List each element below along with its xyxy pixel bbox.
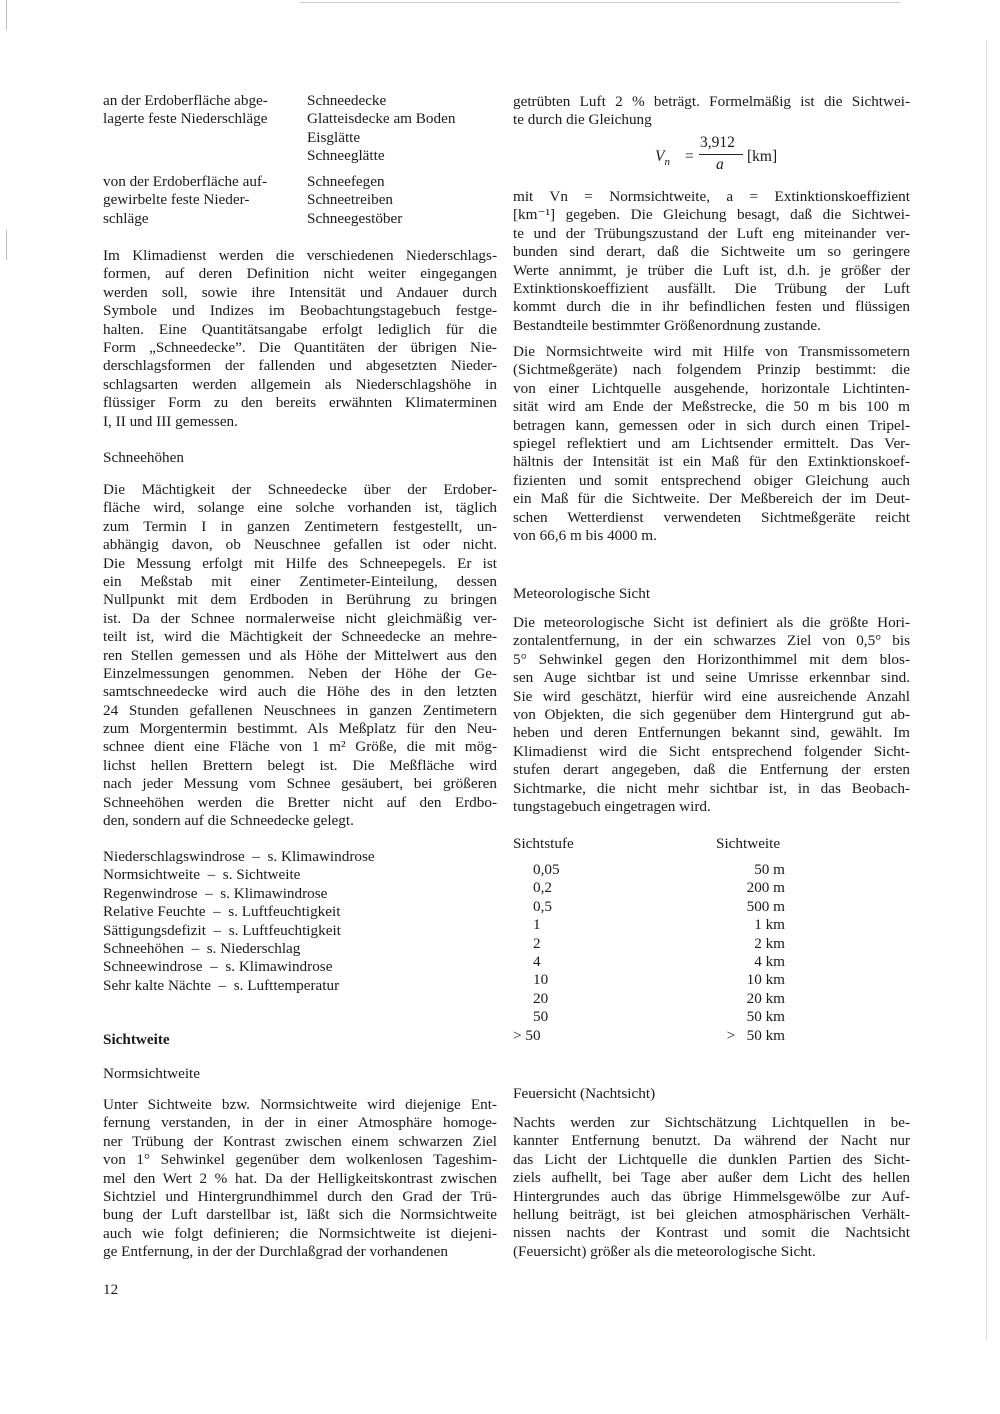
section-heading-sichtweite: Sichtweite [103,1031,170,1048]
heading-schneehoehen: Schneehöhen [103,449,184,466]
text-line: nach jeder Messung vom Schnee gesäubert, bei größeren [103,775,497,793]
text-line: Schneegestöber [307,209,403,227]
text-line: Form „Schneedecke”. Die Quantitäten der übrigen Nie- [103,338,497,356]
text-line: Einzelmessungen genommen. Neben der Höhe der Ge- [103,664,497,682]
scan-edge-mark [986,40,987,1340]
text-line: von einer Lichtquelle ausgehende, horizontale Lichtinten- [513,379,910,397]
text-line: Extinktionskoeffizient ausfällt. Die Trübung der Luft [513,279,910,297]
scan-edge-mark [6,0,7,30]
text-line: Nullpunkt mit dem Erdboden in Berührung zu bringen [103,591,497,609]
equation-symbol: V [655,148,665,165]
heading-feuersicht: Feuersicht (Nachtsicht) [513,1085,656,1102]
text-line: Sättigungsdefizit – s. Luftfeuchtigkeit [103,921,341,939]
text-line: bunden sind derart, daß die Sichtweite um so geringere [513,243,910,261]
text-line: von Objekten, die sich gegenüber dem Hintergrund gut ab- [513,705,910,723]
equation-lhs [655,148,670,168]
text-line: Niederschlagswindrose – s. Klimawindrose [103,848,375,865]
text-line: getrübten Luft 2 % beträgt. Formelmäßig ist die Sichtwei- [513,93,910,110]
sichtstufe-cell: 0,2 [533,879,552,897]
sichtstufe-cell: 0,5 [533,897,552,915]
text-line: Schneehöhen – s. Niederschlag [103,939,301,957]
text-line: mel den Wert 2 % hat. Da der Helligkeitskontrast zwischen [103,1169,497,1187]
text-line: hältnis der Intensität ist ein Maß für den Extinktionskoef- [513,453,910,471]
text-line: kannter Entfernung benutzt. Da während der Nacht nur [513,1132,910,1150]
text-line: Sichtmarke, die nicht mehr sichtbar ist, in das Beobach- [513,779,910,797]
text-line: ner Trübung der Kontrast zwischen einem schwarzen Ziel [103,1132,497,1150]
text-line: te und der Trübungszustand der Luft eng miteinander ver- [513,224,910,242]
text-line: zum Termin I in ganzen Zentimetern festgestellt, un- [103,517,497,535]
text-line: fernung verstanden, in der in einer Atmosphäre homoge- [103,1114,497,1132]
text-line: von der Erdoberfläche auf- [103,173,268,190]
equation-numerator: 3,912 [700,134,735,151]
text-line: an der Erdoberfläche abge- [103,92,268,109]
heading-meteorologische-sicht: Meteorologische Sicht [513,585,651,602]
text-line: ein Meßstab mit einer Zentimeter-Einteilung, dessen [103,572,497,590]
sichtstufe-cell: 4 [533,953,541,970]
paragraph-transmissometer [513,343,910,545]
text-line: Klimadienst wird die Sicht entsprechend folgender Sicht- [513,742,910,760]
text-line: ge Entfernung, in der der Durchlaßgrad der vorhandenen [103,1243,448,1261]
text-line: Schneehöhen werden die Bretter nicht auf den Erdbo- [103,793,497,811]
sichtstufe-cell: 0,05 [533,861,560,878]
text-line: das Licht der Lichtquelle die dunklen Partien des Sicht- [513,1150,910,1168]
equation-unit: [km] [747,148,778,165]
sichtweite-cell: 50 km [746,1008,785,1026]
text-line: fizienten und somit entsprechend obiger Gleichung auch [513,471,910,489]
text-line: Relative Feuchte – s. Luftfeuchtigkeit [103,903,341,921]
text-line: (Feuersicht) größer als die meteorologische Sicht. [513,1242,816,1260]
text-line: Werte annimmt, je trüber die Luft ist, d.h. je größer der [513,261,910,279]
text-line: Sichtziel und Hintergrundhimmel durch den Grad der Trü- [103,1187,497,1205]
text-line: Die Messung erfolgt mit Hilfe des Schneepegels. Er ist [103,554,497,572]
text-line: I, II und III gemessen. [103,412,238,430]
text-line: lichst hellen Brettern belegt ist. Die Meßfläche wird [103,756,497,774]
column-header-sichtstufe: Sichtstufe [513,835,574,852]
text-line: Schneetreiben [307,191,394,209]
text-line: lagerte feste Niederschläge [103,110,268,128]
term-cell [103,92,303,129]
text-line: zum Morgentermin bestimmt. Als Meßplatz für den Neu- [103,720,497,738]
sichtstufe-cell: 50 [533,1008,549,1026]
paragraph-gleichung [513,188,910,335]
sichtweite-cell: 500 m [746,897,785,915]
text-line: sität wird am Ende der Meßstrecke, die 50 m bis 100 m [513,398,910,416]
sichtstufe-cell: 20 [533,989,549,1007]
scan-edge-mark [300,2,900,3]
text-line: Schneedecke [307,92,387,109]
sichtweite-cell: > 50 km [726,1026,785,1044]
text-line: mit Vn = Normsichtweite, a = Extinktionskoeffizient [513,188,910,205]
page-number: 12 [103,1281,119,1298]
text-line: Sehr kalte Nächte – s. Lufttemperatur [103,976,340,994]
text-line: heben und deren Entfernungen bekannt sind, gewählt. Im [513,724,910,742]
text-line: Die Normsichtweite wird mit Hilfe von Transmissometern [513,343,910,360]
text-line: [km⁻¹] gegeben. Die Gleichung besagt, daß die Sichtwei- [513,206,910,224]
sichtweite-cell: 20 km [746,989,785,1007]
text-line: von 1° Sehwinkel gegenüber dem wolkenlosen Tageshim- [103,1151,497,1169]
text-line: bung der Luft darstellbar ist, läßt sich die Normsichtweite [103,1206,497,1224]
paragraph-schneehoehen [103,481,497,830]
sichtweite-cell: 2 km [754,934,785,952]
text-line: schen Wetterdienst verwendeten Sichtmeßgeräte reicht [513,508,910,526]
text-line: formen, auf deren Definition nicht weiter eingegangen [103,265,497,283]
text-line: samtschneedecke wird auch die Höhe des in den letzten [103,683,497,701]
text-line: halten. Eine Quantitätsangabe erfolgt lediglich für die [103,320,497,338]
heading-normsichtweite: Normsichtweite [103,1065,201,1082]
text-line: abhängig davon, ob Neuschnee gefallen ist oder nicht. [103,536,497,554]
sichtweite-cell: 200 m [746,879,785,897]
text-line: (Sichtmeßgeräte) nach folgendem Prinzip bestimmt: die [513,361,910,379]
text-line: von 66,6 m bis 4000 m. [513,526,657,544]
sichtweite-cell: 10 km [746,971,785,989]
text-line: nissen nachts der Kontrast und somit die Nachtsicht [513,1224,910,1242]
text-line: gewirbelte feste Nieder- [103,191,250,209]
text-line: Im Klimadienst werden die verschiedenen Niederschlags- [103,247,497,264]
text-line: tungstagebuch eingetragen wird. [513,797,711,815]
text-line: betragen kann, gemessen oder in sich durch einen Tripel- [513,416,910,434]
forms-cell [307,92,507,166]
equation-denominator: a [716,156,724,173]
text-line: ein Maß für die Sichtweite. Der Meßbereich der im Deut- [513,490,910,508]
paragraph-formel [513,93,910,130]
paragraph-klimadienst [103,247,497,431]
text-line: schlagsarten werden allgemein als Niederschlagshöhe in [103,375,497,393]
text-line: Die Mächtigkeit der Schneedecke über der Erdober- [103,481,497,498]
paragraph-normsichtweite [103,1096,497,1262]
text-line: Glatteisdecke am Boden [307,110,456,128]
text-line: Schneefegen [307,173,385,190]
text-line: auch wie folgt definieren; die Normsichtweite ist diejeni- [103,1224,497,1242]
text-line: schnee dient eine Fläche von 1 m² Größe, die mit mög- [103,738,497,756]
text-line: Bestandteile bestimmter Größenordnung zustande. [513,316,821,334]
text-line: Schneeglätte [307,147,385,165]
text-line: Regenwindrose – s. Klimawindrose [103,884,328,902]
text-line: sen Auge sichtbar ist und seine Umrisse erkennbar sind. [513,669,910,687]
text-line: schläge [103,209,149,227]
fraction-bar [699,154,743,155]
paragraph-meteorologische-sicht [513,614,910,816]
text-line: derschlagsformen der fallenden und abgesetzten Nieder- [103,357,497,375]
text-line: Nachts werden zur Sichtschätzung Lichtquellen in be- [513,1114,910,1131]
text-line: Sie wird geschätzt, hierfür wird eine ausreichende Anzahl [513,687,910,705]
text-line: den, sondern auf die Schneedecke gelegt. [103,812,354,830]
sichtstufe-cell: 1 [533,916,541,934]
visibility-equation [655,134,795,182]
text-line: kommt durch die in ihr befindlichen festen und flüssigen [513,298,910,316]
sichtstufe-cell: 10 [533,971,549,989]
text-line: Unter Sichtweite bzw. Normsichtweite wird diejenige Ent- [103,1096,497,1113]
sichtweite-cell: 4 km [754,953,785,970]
paragraph-feuersicht [513,1114,910,1261]
text-line: stufen derart angegeben, daß die Entfernung der ersten [513,761,910,779]
text-line: zontalentfernung, in der ein schwarzes Ziel von 0,5° bis [513,632,910,650]
sichtweite-cell: 50 m [754,861,785,878]
equation-subscript: n [664,156,670,169]
scan-edge-mark [6,230,7,260]
text-line: Hintergrundes auch das übrige Himmelsgewölbe zur Auf- [513,1187,910,1205]
sichtstufe-cell: 2 [533,934,541,952]
text-line: 5° Sehwinkel gegen den Horizonthimmel mit dem blos- [513,650,910,668]
equation-equals: = [685,148,694,165]
text-line: Die meteorologische Sicht ist definiert als die größte Hori- [513,614,910,631]
sichtstufe-cell: > 50 [513,1026,541,1044]
cross-reference-list [103,848,497,995]
sichtweite-cell: 1 km [754,916,785,934]
text-line: hellung beiträgt, ist bei gleichen atmosphärischen Verhält- [513,1205,910,1223]
text-line: ist. Da der Schnee normalerweise nicht gleichmäßig ver- [103,609,497,627]
text-line: teilt ist, wird die Mächtigkeit der Schneedecke an mehre- [103,628,497,646]
text-line: werden soll, sowie ihre Intensität und Andauer durch [103,283,497,301]
text-line: Normsichtweite – s. Sichtweite [103,866,301,884]
text-line: Symbole und Indizes im Beobachtungstagebuch festge- [103,302,497,320]
text-line: ren Stellen gemessen und als Höhe der Mittelwert aus den [103,646,497,664]
text-line: Eisglätte [307,128,361,146]
column-header-sichtweite: Sichtweite [716,835,781,852]
text-line: Schneewindrose – s. Klimawindrose [103,958,333,976]
term-cell [103,173,303,228]
text-line: fläche wird, solange eine solche vorhanden ist, täglich [103,499,497,517]
text-line: spiegel reflektiert und am Lichtsender ermittelt. Das Ver- [513,434,910,452]
text-line: flüssiger Form zu den bereits erwähnten Klimaterminen [103,394,497,412]
text-line: 24 Stunden gefallenen Neuschnees in ganzen Zentimetern [103,701,497,719]
text-line: te durch die Gleichung [513,111,652,129]
text-line: ziels aufhellt, bei Tage aber außer dem Licht des hellen [513,1169,910,1187]
forms-cell [307,173,507,228]
